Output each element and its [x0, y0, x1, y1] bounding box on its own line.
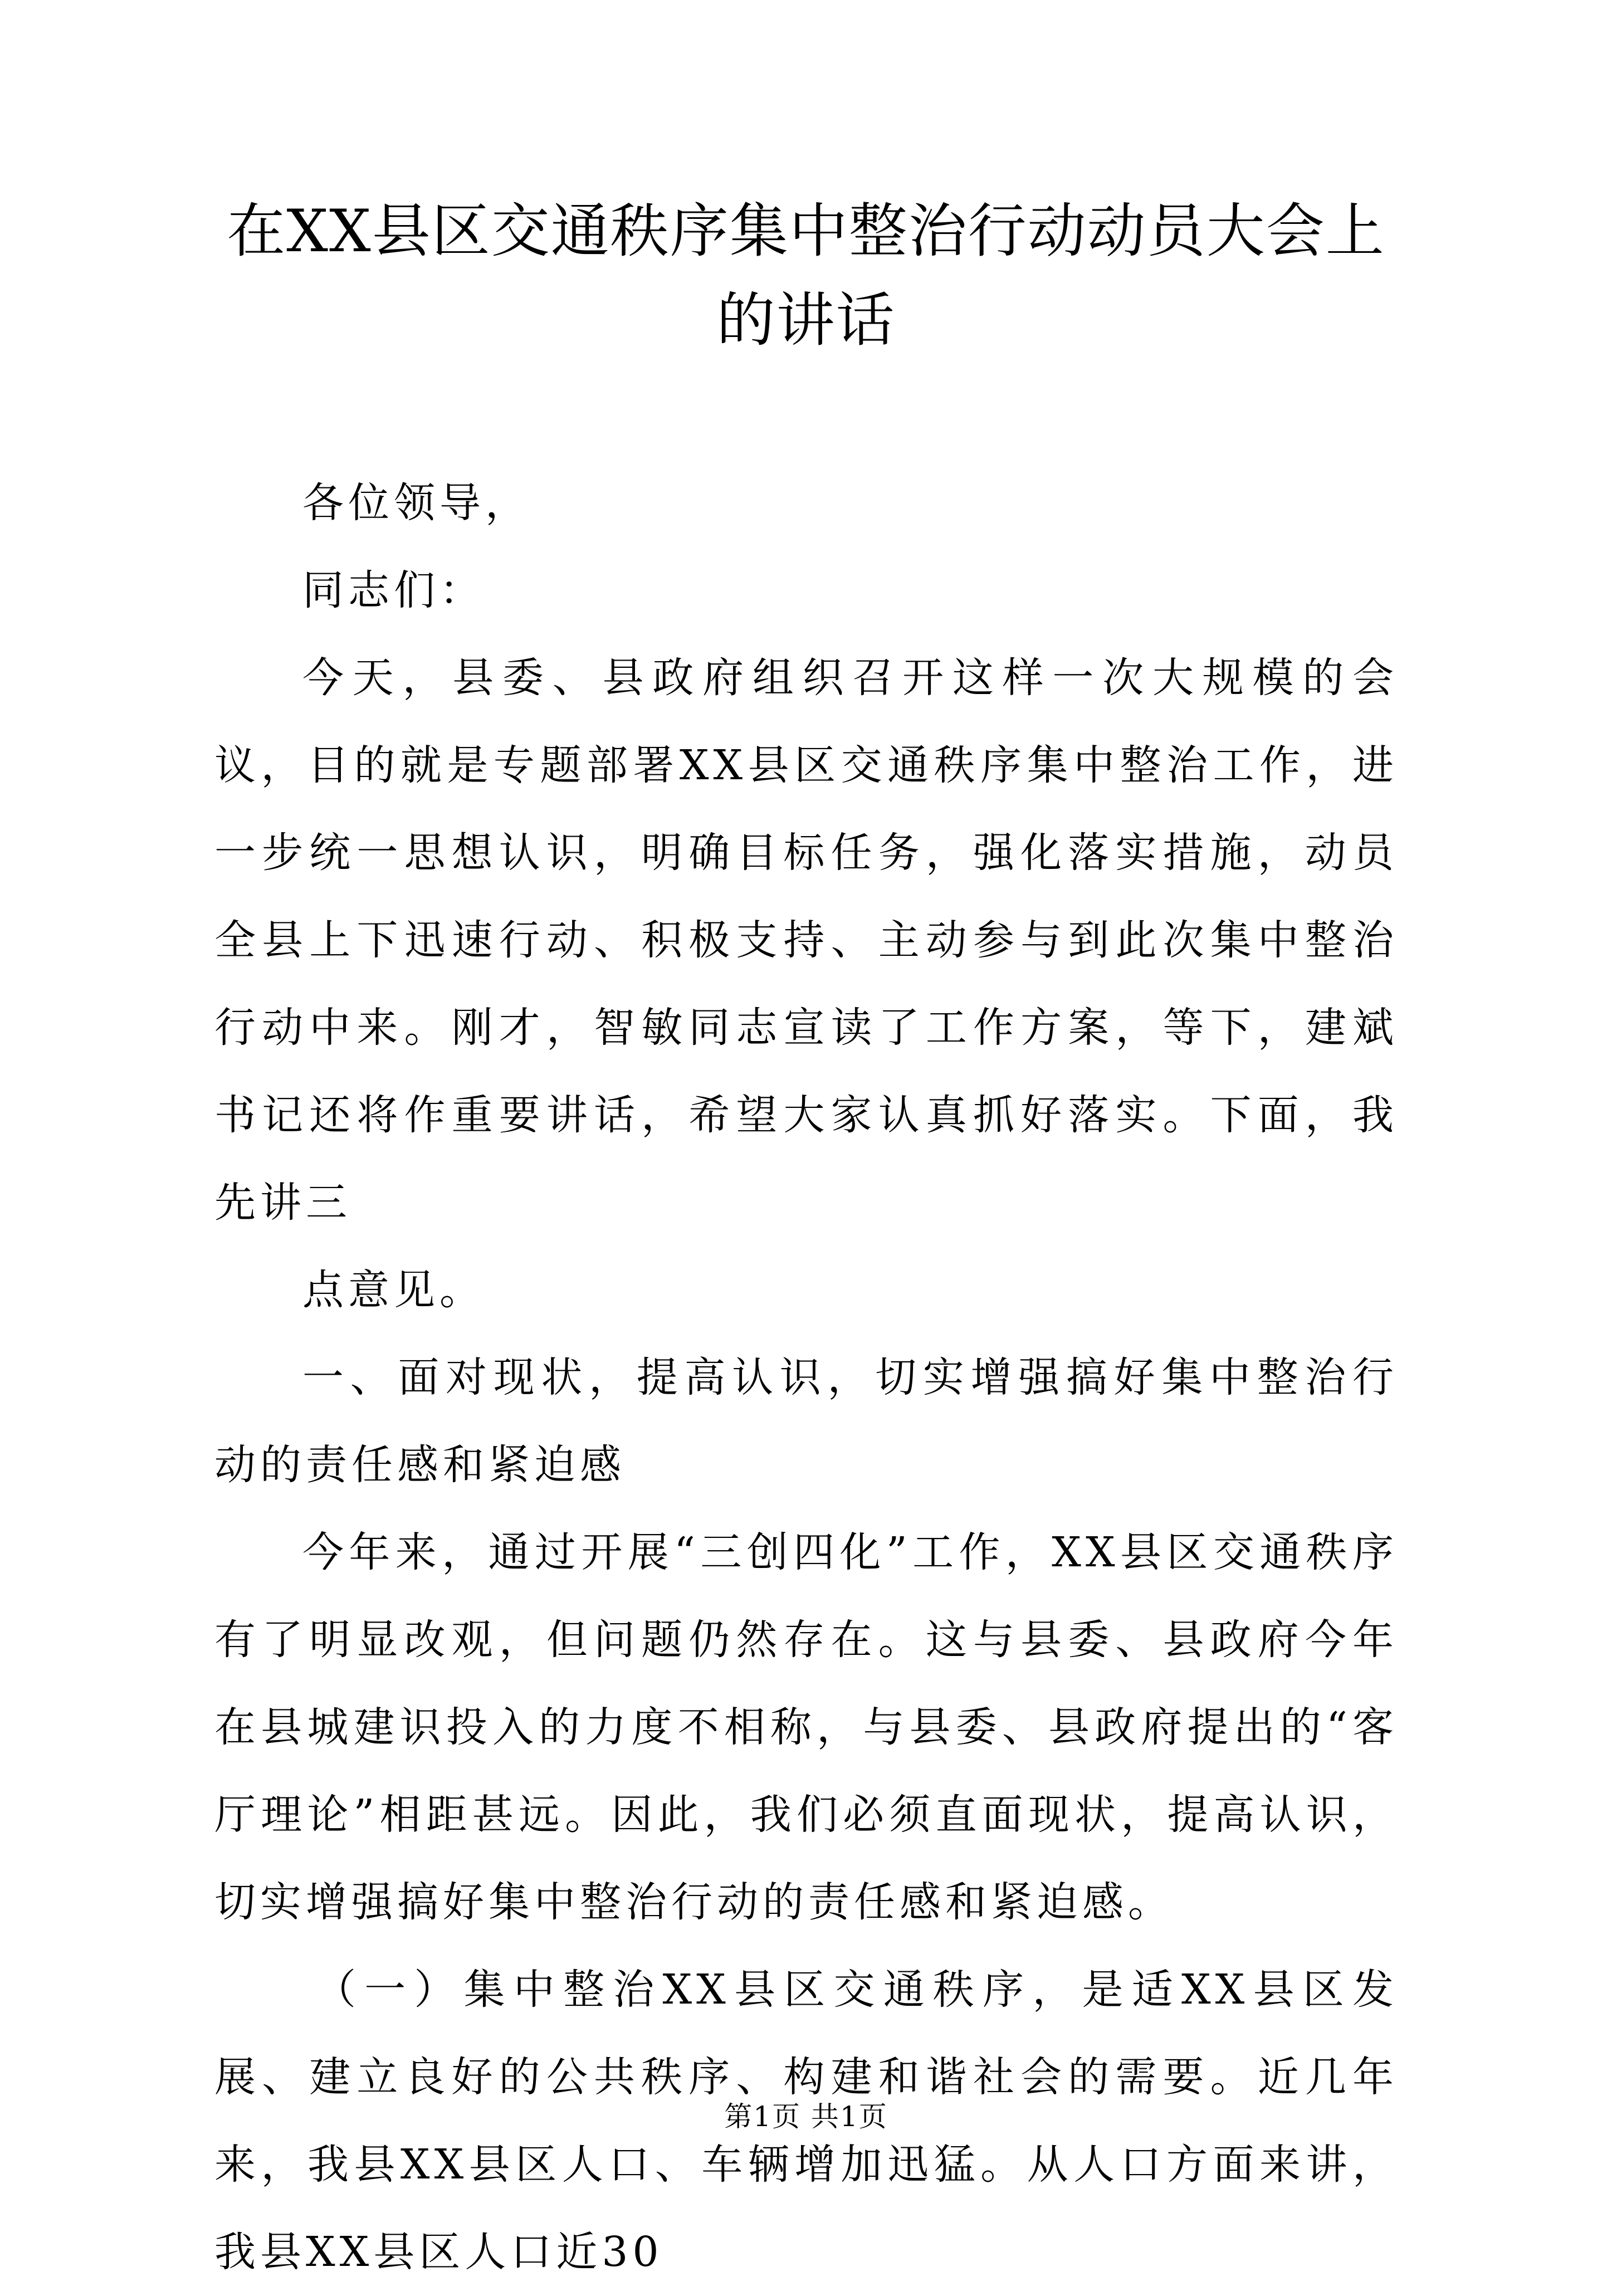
paragraph-opinions: 点意见。: [302, 1266, 485, 1314]
paragraph-subsection-one: （一）集中整治XX县区交通秩序，是适XX县区发展、建立良好的公共秩序、构建和谐社会的需要。近几年来，我县XX县区人口、车辆增加迅猛。从人口方面来讲，我县XX县区人口近30: [214, 1966, 1398, 2276]
paragraph-salutation-comrades: 同志们：: [302, 566, 485, 614]
document-title: 在XX县区交通秩序集中整治行动动员大会上的讲话: [227, 197, 1385, 354]
paragraph-status: 今年来，通过开展“三创四化”工作，XX县区交通秩序有了明显改观，但问题仍然存在。这与县委、县政府今年在县城建识投入的力度不相称，与县委、县政府提出的“客厅理论”相距甚远。因此，我们必须直面现状，提高认识，切实增强搞好集中整治行动的责任感和紧迫感。: [214, 1528, 1398, 1926]
paragraph-salutation-leaders: 各位领导，: [302, 479, 531, 527]
section-heading-one: 一、面对现状，提高认识，切实增强搞好集中整治行动的责任感和紧迫感: [214, 1354, 1398, 1489]
document-body: [214, 460, 1398, 2296]
paragraph-intro: 今天，县委、县政府组织召开这样一次大规模的会议，目的就是专题部署XX县区交通秩序集中整治工作，进一步统一思想认识，明确目标任务，强化落实措施，动员全县上下迅速行动、积极支持、主动参与到此次集中整治行动中来。刚才，智敏同志宣读了工作方案，等下，建斌书记还将作重要讲话，希望大家认真抓好落实。下面，我先讲三: [214, 654, 1398, 1227]
page-footer: 第1页 共1页: [724, 2100, 888, 2133]
